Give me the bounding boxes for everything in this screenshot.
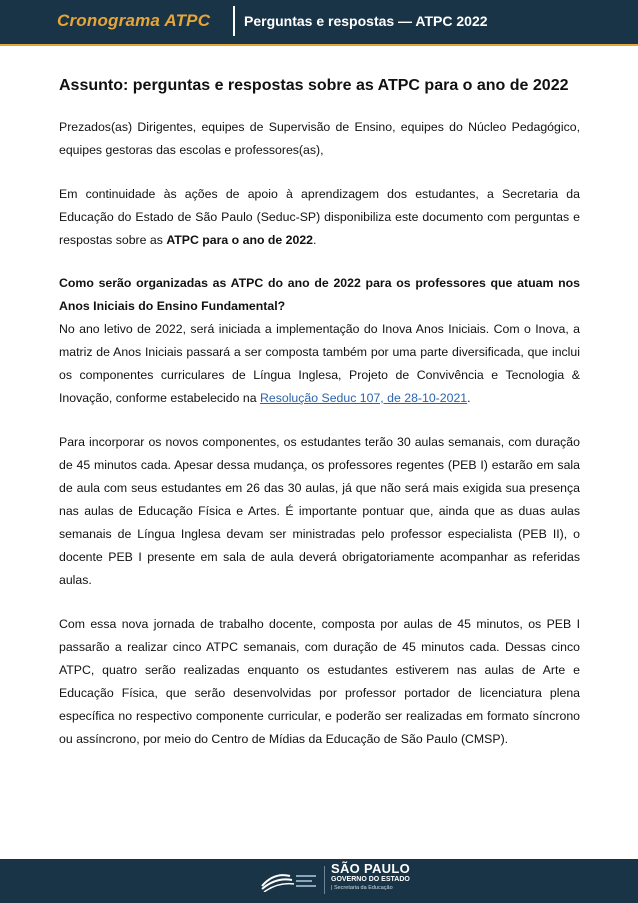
footer-divider — [324, 866, 325, 894]
page-footer — [0, 859, 638, 903]
intro-paragraph — [59, 183, 580, 252]
answer-text: No ano letivo de 2022, será iniciada a implementação do Inova Anos Iniciais. Com o Inova, a matriz de Anos Iniciais passará a ser composta também por uma parte diversificada, que inclui os componentes curriculares de Língua Inglesa, Projeto de Convivência e Tecnologia & Inovação, conforme estabelecido na — [59, 322, 580, 405]
question-heading: Como serão organizadas as ATPC do ano de 2022 para os professores que atuam nos Anos Iniciais do Ensino Fundamental? — [59, 276, 580, 313]
education-emblem-icon — [260, 866, 318, 892]
answer-paragraph — [59, 318, 580, 410]
sao-paulo-government-logo — [331, 862, 410, 892]
resolution-link[interactable]: Resolução Seduc 107, de 28-10-2021 — [259, 391, 468, 405]
header-brand: Cronograma ATPC — [57, 11, 211, 30]
greeting-paragraph: Prezados(as) Dirigentes, equipes de Supervisão de Ensino, equipes do Núcleo Pedagógico, equipes gestoras das escolas e professores(as), — [59, 120, 580, 157]
answer-end: . — [467, 391, 471, 405]
intro-text: Em continuidade às ações de apoio à aprendizagem dos estudantes, a Secretaria da Educação do Estado de São Paulo (Seduc-SP) disponibiliza este documento com perguntas e respostas sobre as — [59, 187, 580, 247]
intro-bold-text: ATPC para o ano de 2022 — [166, 233, 314, 247]
document-subject: Assunto: perguntas e respostas sobre as ATPC para o ano de 2022 — [59, 77, 569, 94]
logo-secretariat: | Secretaria da Educação — [331, 885, 393, 891]
logo-government: GOVERNO DO ESTADO — [331, 876, 410, 883]
header-title: Perguntas e respostas — ATPC 2022 — [244, 13, 488, 29]
atpc-paragraph: Com essa nova jornada de trabalho docente, composta por aulas de 45 minutos, os PEB I passarão a realizar cinco ATPC semanais, com duração de 45 minutos cada. Dessas cinco ATPC, quatro serão realizadas enquanto os estudantes estiverem nas aulas de Arte e Educação Física, que serão desenvolvidas por professor portador de licenciatura plena específica no respectivo componente curricular, e poderão ser realizadas em formato síncrono ou assíncrono, por meio do Centro de Mídias da Educação de São Paulo (CMSP). — [59, 617, 580, 746]
page-header — [0, 0, 638, 46]
header-divider — [233, 6, 235, 36]
logo-title: SÃO PAULO — [331, 861, 411, 876]
intro-end: . — [313, 233, 317, 247]
document-body — [59, 76, 580, 751]
students-paragraph: Para incorporar os novos componentes, os estudantes terão 30 aulas semanais, com duração de 45 minutos cada. Apesar dessa mudança, os professores regentes (PEB I) estarão em sala de aula com seus estudantes em 26 das 30 aulas, já que não será mais exigida sua presença nas aulas de Educação Física e Artes. É importante pontuar que, ainda que as duas aulas semanais de Língua Inglesa devam ser ministradas pelo professor especialista (PEB II), o docente PEB I presente em sala de aula deverá obrigatoriamente acompanhar as referidas aulas. — [59, 435, 580, 587]
